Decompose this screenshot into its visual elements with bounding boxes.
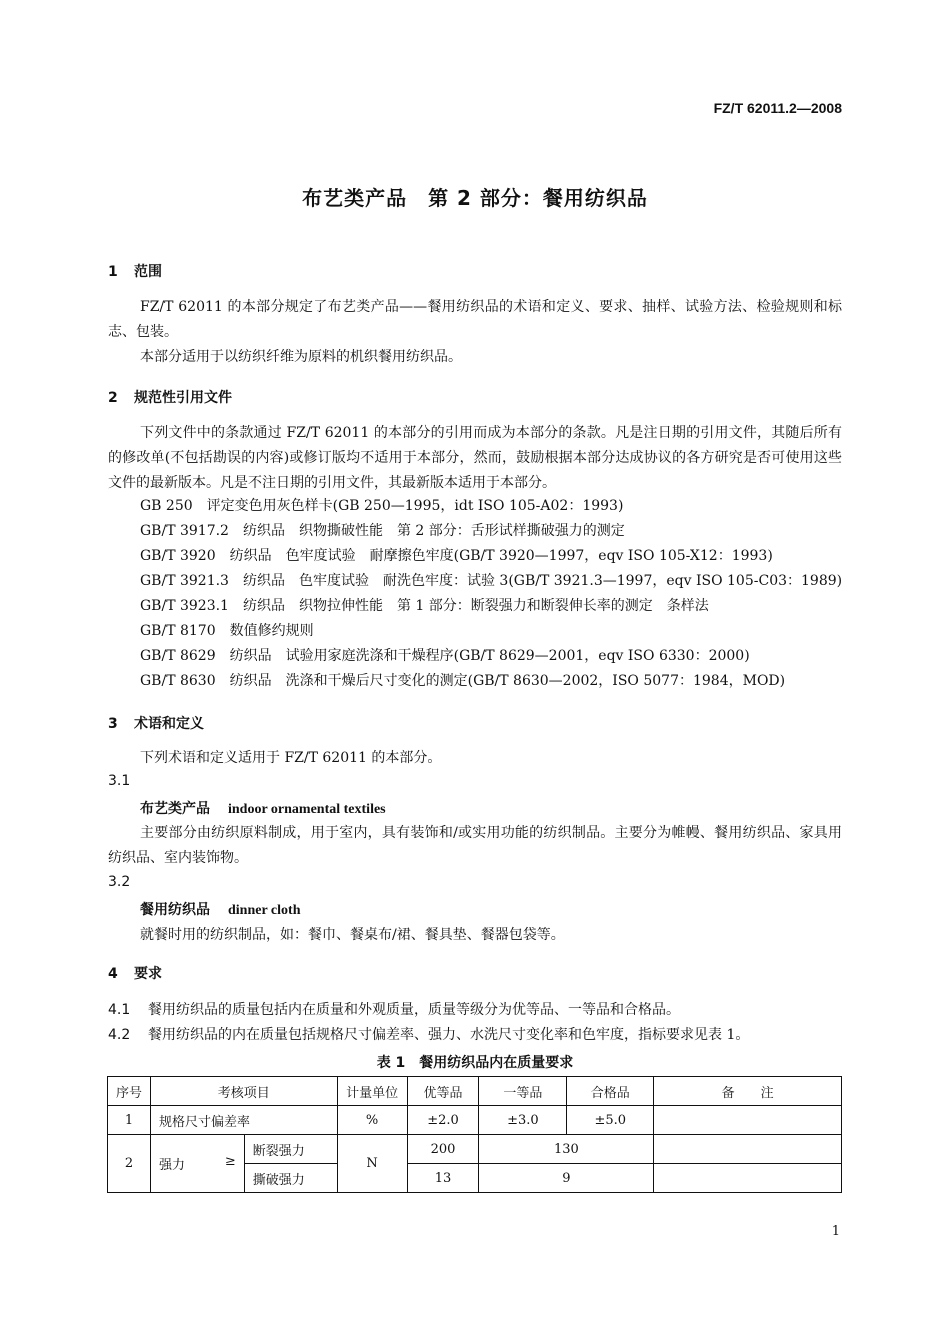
term-definition: 就餐时用的纺织制品，如：餐巾、餐桌布/裙、餐具垫、餐器包袋等。 [140,927,565,943]
section-3-heading [108,713,204,733]
table-caption: 表 1 餐用纺织品内在质量要求 [376,1055,574,1071]
header-cell: 计量单位 [337,1077,407,1106]
table-cell: N [337,1135,407,1193]
section-title: 术语和定义 [134,716,204,732]
table-cell: 2 [108,1135,151,1193]
section-title: 要求 [134,966,162,982]
term-number: 3.1 [108,773,131,789]
table-cell: 1 [108,1106,151,1135]
table-cell: 规格尺寸偏差率 [150,1106,337,1135]
term-english: indoor ornamental textiles [228,802,386,817]
table-cell: 断裂强力 [244,1135,337,1164]
reference-item: GB/T 8170 数值修约规则 [140,623,314,639]
clause-text: 餐用纺织品的内在质量包括规格尺寸偏差率、强力、水洗尺寸变化率和色牢度，指标要求见表 1。 [148,1027,750,1043]
document-title: 布艺类产品 第 2 部分：餐用纺织品 [302,186,648,210]
item-label: 强力 [158,1158,185,1173]
table-cell [150,1135,244,1193]
section-2-heading [108,387,232,407]
header-cell: 合格品 [567,1077,654,1106]
term-definition: 主要部分由纺织原料制成，用于室内，具有装饰和/或实用功能的纺织制品。主要分为帷幔、餐用纺织品、家具用纺织品、室内装饰物。 [108,825,842,866]
reference-item: GB/T 3921.3 纺织品 色牢度试验 耐洗色牢度：试验 3(GB/T 3921.3—1997，eqv ISO 105-C03：1989) [140,573,843,589]
page-number: 1 [831,1224,840,1239]
section-1-paragraph-1: FZ/T 62011 的本部分规定了布艺类产品——餐用纺织品的术语和定义、要求、抽样、试验方法、检验规则和标志、包装。 [108,299,842,340]
header-cell: 备 注 [654,1077,842,1106]
table-cell: 130 [479,1135,654,1164]
header-cell: 考核项目 [150,1077,337,1106]
section-4-heading [108,963,162,983]
header-cell: 序号 [108,1077,151,1106]
reference-item: GB 250 评定变色用灰色样卡(GB 250—1995，idt ISO 105-A02：1993) [140,498,624,514]
table-cell: 200 [407,1135,479,1164]
section-number: 1 [108,264,118,280]
term-title [140,899,300,919]
table-cell: % [337,1106,407,1135]
header-cell: 优等品 [407,1077,479,1106]
table-cell [654,1135,842,1164]
table-cell: ±3.0 [479,1106,567,1135]
reference-item: GB/T 3923.1 纺织品 织物拉伸性能 第 1 部分：断裂强力和断裂伸长率的测定 条样法 [140,598,709,614]
term-english: dinner cloth [228,903,301,918]
standard-number: FZ/T 62011.2—2008 [713,100,842,116]
term-chinese: 餐用纺织品 [140,902,210,918]
section-1-heading [108,261,162,281]
clause-text: 餐用纺织品的质量包括内在质量和外观质量，质量等级分为优等品、一等品和合格品。 [148,1002,680,1018]
table-cell [654,1106,842,1135]
quality-requirements-table [107,1076,842,1193]
section-number: 4 [108,966,118,982]
clause-number: 4.1 [108,1002,131,1018]
section-2-paragraph: 下列文件中的条款通过 FZ/T 62011 的本部分的引用而成为本部分的条款。凡是注日期的引用文件，其随后所有的修改单(不包括勘误的内容)或修订版均不适用于本部分，然而，鼓励根据本部分达成协议的各方研究是否可使用这些文件的最新版本。凡是不注日期的引用文件，其最新版本适用于本部分。 [108,425,842,491]
table-cell: 9 [479,1164,654,1193]
clause-4-2 [108,1024,749,1044]
reference-item: GB/T 3920 纺织品 色牢度试验 耐摩擦色牢度(GB/T 3920—1997，eqv ISO 105-X12：1993) [140,548,773,564]
table-cell [654,1164,842,1193]
table-header-row [108,1077,842,1106]
section-number: 2 [108,390,118,406]
section-number: 3 [108,716,118,732]
table-cell: 13 [407,1164,479,1193]
comparison-symbol: ≥ [224,1154,236,1169]
term-chinese: 布艺类产品 [140,801,210,817]
table-row [108,1106,842,1135]
reference-item: GB/T 8630 纺织品 洗涤和干燥后尺寸变化的测定(GB/T 8630—2002，ISO 5077：1984，MOD) [140,673,786,689]
reference-item: GB/T 8629 纺织品 试验用家庭洗涤和干燥程序(GB/T 8629—2001，eqv ISO 6330：2000) [140,648,750,664]
header-cell: 一等品 [479,1077,567,1106]
table-cell: ±5.0 [567,1106,654,1135]
term-title [140,798,386,818]
reference-item: GB/T 3917.2 纺织品 织物撕破性能 第 2 部分：舌形试样撕破强力的测定 [140,523,625,539]
section-title: 规范性引用文件 [134,390,232,406]
term-number: 3.2 [108,874,131,890]
section-1-paragraph-2: 本部分适用于以纺织纤维为原料的机织餐用纺织品。 [140,349,462,365]
table-cell: ±2.0 [407,1106,479,1135]
table-row [108,1135,842,1164]
clause-4-1 [108,999,680,1019]
section-title: 范围 [134,264,162,280]
table-cell: 撕破强力 [244,1164,337,1193]
clause-number: 4.2 [108,1027,131,1043]
section-3-paragraph: 下列术语和定义适用于 FZ/T 62011 的本部分。 [140,750,442,766]
